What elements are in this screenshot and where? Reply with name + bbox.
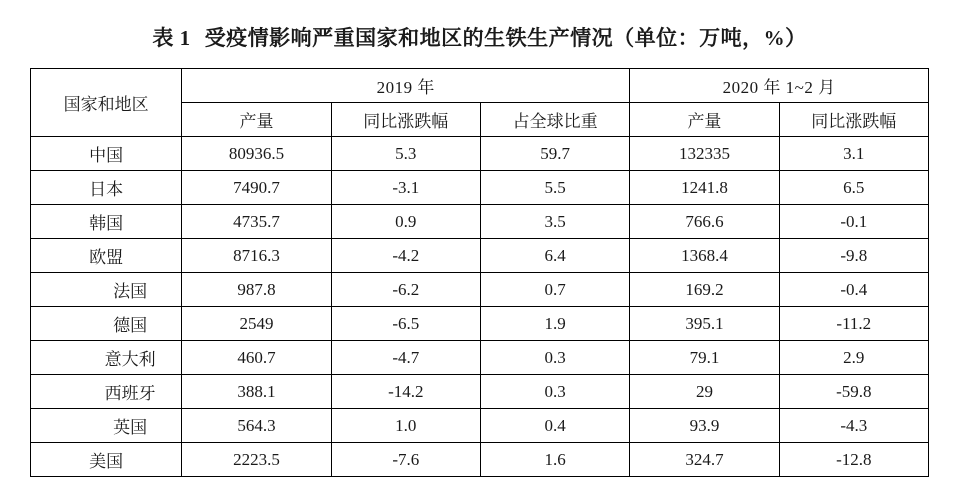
row-output-2019: 388.1: [182, 375, 331, 409]
row-yoy-2019: -3.1: [331, 171, 480, 205]
row-output-2019: 2549: [182, 307, 331, 341]
group-header-2020: 2020 年 1~2 月: [630, 69, 929, 103]
row-region: 意大利: [31, 341, 182, 375]
row-output-2019: 987.8: [182, 273, 331, 307]
row-yoy-2019: -6.5: [331, 307, 480, 341]
row-region: 法国: [31, 273, 182, 307]
row-yoy-2019: 1.0: [331, 409, 480, 443]
row-output-2019: 4735.7: [182, 205, 331, 239]
row-output-2019: 564.3: [182, 409, 331, 443]
row-output-2020: 29: [630, 375, 779, 409]
row-share-2019: 0.7: [480, 273, 629, 307]
table-row: [31, 137, 929, 171]
table-row: [31, 171, 929, 205]
row-region: 英国: [31, 409, 182, 443]
row-output-2020: 324.7: [630, 443, 779, 477]
pig-iron-production-table: [30, 68, 929, 477]
sub-header-yoy-2019: 同比涨跌幅: [331, 103, 480, 137]
row-yoy-2019: -6.2: [331, 273, 480, 307]
row-yoy-2020: -12.8: [779, 443, 928, 477]
table-title-label: 表 1: [152, 26, 191, 50]
row-share-2019: 1.9: [480, 307, 629, 341]
row-share-2019: 5.5: [480, 171, 629, 205]
sub-header-output-2019: 产量: [182, 103, 331, 137]
row-output-2019: 80936.5: [182, 137, 331, 171]
row-yoy-2020: 6.5: [779, 171, 928, 205]
table-row: [31, 375, 929, 409]
row-yoy-2019: 0.9: [331, 205, 480, 239]
row-output-2020: 1368.4: [630, 239, 779, 273]
row-region: 欧盟: [31, 239, 182, 273]
row-share-2019: 0.3: [480, 375, 629, 409]
row-yoy-2019: -7.6: [331, 443, 480, 477]
table-body: [31, 137, 929, 477]
table-head: [31, 69, 929, 137]
row-yoy-2020: -11.2: [779, 307, 928, 341]
table-row: [31, 341, 929, 375]
table-row: [31, 307, 929, 341]
table-row: [31, 409, 929, 443]
row-region: 日本: [31, 171, 182, 205]
header-group-row: [31, 69, 929, 103]
row-output-2020: 766.6: [630, 205, 779, 239]
row-yoy-2019: 5.3: [331, 137, 480, 171]
table-title: [0, 0, 959, 68]
row-share-2019: 0.4: [480, 409, 629, 443]
table-row: [31, 443, 929, 477]
row-yoy-2020: -4.3: [779, 409, 928, 443]
group-header-2019: 2019 年: [182, 69, 630, 103]
row-output-2020: 132335: [630, 137, 779, 171]
row-output-2019: 8716.3: [182, 239, 331, 273]
row-region: 美国: [31, 443, 182, 477]
row-share-2019: 1.6: [480, 443, 629, 477]
row-output-2019: 2223.5: [182, 443, 331, 477]
row-output-2020: 93.9: [630, 409, 779, 443]
corner-header: 国家和地区: [31, 69, 182, 137]
table-row: [31, 205, 929, 239]
row-yoy-2020: 3.1: [779, 137, 928, 171]
row-yoy-2020: -9.8: [779, 239, 928, 273]
table-title-text: 受疫情影响严重国家和地区的生铁生产情况（单位：万吨，%）: [204, 26, 807, 50]
row-share-2019: 0.3: [480, 341, 629, 375]
row-output-2020: 79.1: [630, 341, 779, 375]
row-output-2019: 460.7: [182, 341, 331, 375]
table-row: [31, 273, 929, 307]
row-yoy-2020: -0.4: [779, 273, 928, 307]
row-yoy-2020: 2.9: [779, 341, 928, 375]
row-yoy-2019: -4.2: [331, 239, 480, 273]
row-region: 德国: [31, 307, 182, 341]
row-region: 中国: [31, 137, 182, 171]
row-output-2020: 1241.8: [630, 171, 779, 205]
row-region: 西班牙: [31, 375, 182, 409]
row-output-2020: 169.2: [630, 273, 779, 307]
row-region: 韩国: [31, 205, 182, 239]
table-row: [31, 239, 929, 273]
row-yoy-2020: -0.1: [779, 205, 928, 239]
row-yoy-2020: -59.8: [779, 375, 928, 409]
row-share-2019: 3.5: [480, 205, 629, 239]
row-yoy-2019: -14.2: [331, 375, 480, 409]
row-share-2019: 6.4: [480, 239, 629, 273]
sub-header-output-2020: 产量: [630, 103, 779, 137]
row-yoy-2019: -4.7: [331, 341, 480, 375]
row-output-2019: 7490.7: [182, 171, 331, 205]
row-output-2020: 395.1: [630, 307, 779, 341]
row-share-2019: 59.7: [480, 137, 629, 171]
sub-header-global-share-2019: 占全球比重: [480, 103, 629, 137]
sub-header-yoy-2020: 同比涨跌幅: [779, 103, 928, 137]
